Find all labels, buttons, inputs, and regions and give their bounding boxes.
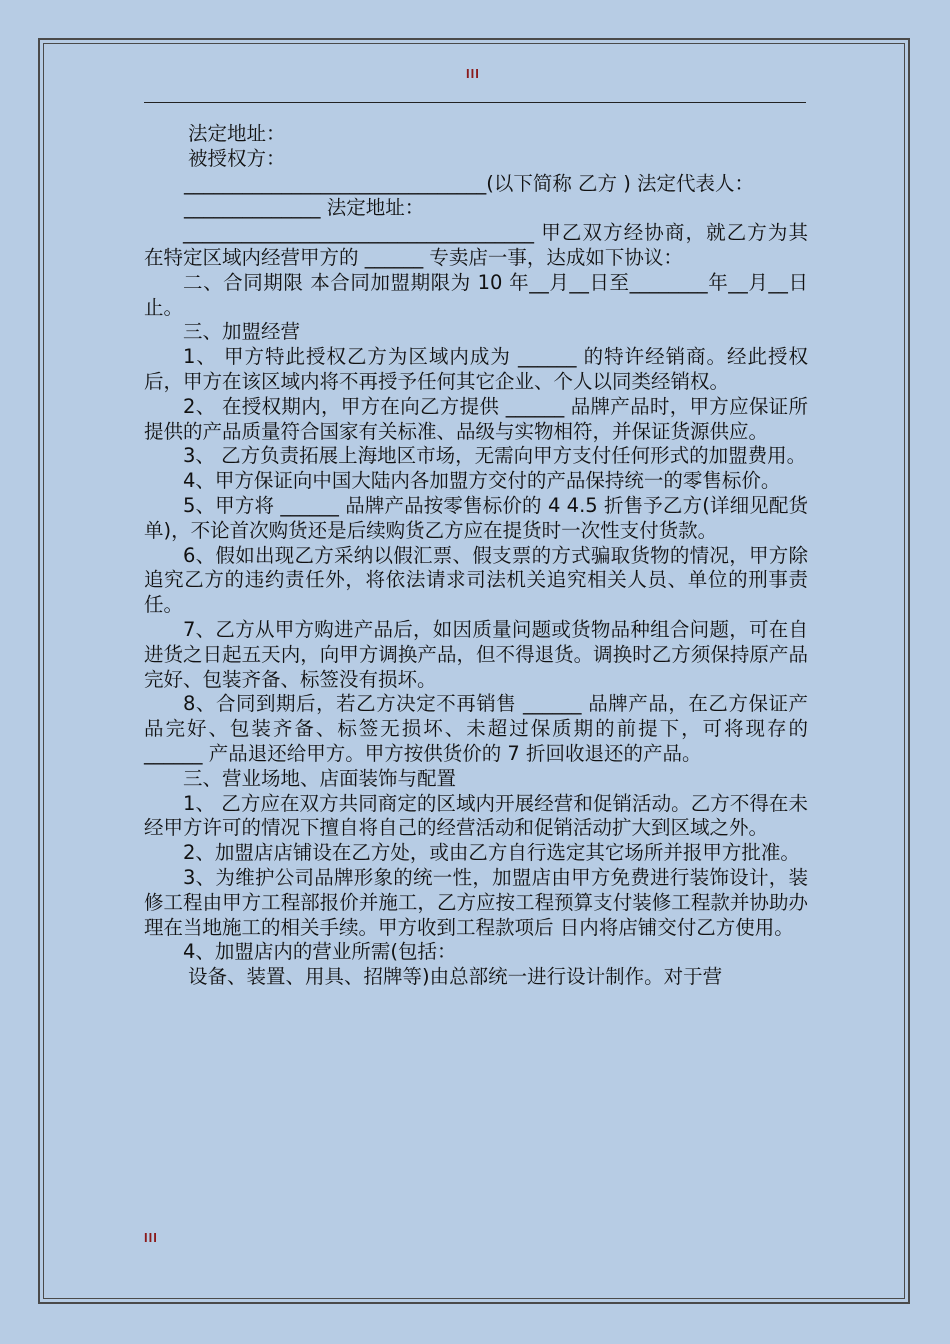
paragraph: 被授权方：	[188, 146, 286, 170]
paragraph: 4、加盟店内的营业所需(包括：	[183, 940, 457, 964]
paragraph: 2、 在授权期内，甲方在向乙方提供 ______ 品牌产品时，甲方应保证所提供的产品质量符合国家有关标准、品级与实物相符，并保证货源供应。	[144, 394, 808, 443]
paragraph: ______________ 法定地址：	[184, 196, 425, 220]
header-rule	[144, 102, 806, 103]
footer-mark: III	[144, 1230, 158, 1245]
paragraph: ____________________________________ 甲乙双方经协商，就乙方为其在特定区域内经营甲方的 ______ 专卖店一事，达成如下协议：	[144, 221, 808, 269]
paragraph: 2、加盟店店铺设在乙方处，或由乙方自行选定其它场所并报甲方批准。	[183, 841, 800, 865]
paragraph: 1、 甲方特此授权乙方为区域内成为 ______ 的特许经销商。经此授权后，甲方在该区域内将不再授予任何其它企业、个人以同类经销权。	[144, 345, 808, 393]
paragraph: 法定地址：	[188, 122, 286, 145]
paragraph: 设备、装置、用具、招牌等)由总部统一进行设计制作。对于营	[188, 965, 723, 989]
paragraph: 3、 乙方负责拓展上海地区市场，无需向甲方支付任何形式的加盟费用。	[183, 444, 807, 468]
paragraph: _______________________________(以下简称 乙方 ) 法定代表人：	[184, 171, 755, 195]
header-mark: III	[466, 66, 480, 81]
paragraph: 6、假如出现乙方采纳以假汇票、假支票的方式骗取货物的情况，甲方除追究乙方的违约责任外，将依法请求司法机关追究相关人员、单位的刑事责任。	[144, 543, 808, 617]
paragraph: 二、合同期限 本合同加盟期限为 10 年__月__日至________年__月__日止。	[144, 270, 808, 319]
paragraph: 3、为维护公司品牌形象的统一性，加盟店由甲方免费进行装饰设计，装修工程由甲方工程部报价并施工，乙方应按工程预算支付装修工程款并协助办理在当地施工的相关手续。甲方收到工程款项后 日内将店铺交付乙方使用。	[144, 865, 808, 939]
paragraph: 三、加盟经营	[183, 320, 301, 344]
document-body	[144, 122, 808, 990]
paragraph: 4、甲方保证向中国大陆内各加盟方交付的产品保持统一的零售标价。	[183, 469, 781, 493]
paragraph: 5、甲方将 ______ 品牌产品按零售标价的 4 4.5 折售予乙方(详细见配货单)，不论首次购货还是后续购货乙方应在提货时一次性支付货款。	[144, 493, 808, 542]
paragraph: 1、 乙方应在双方共同商定的区域内开展经营和促销活动。乙方不得在未经甲方许可的情况下擅自将自己的经营活动和促销活动扩大到区域之外。	[144, 791, 808, 840]
paragraph: 8、合同到期后，若乙方决定不再销售 ______ 品牌产品，在乙方保证产品完好、包装齐备、标签无损坏、未超过保质期的前提下，可将现存的 ______ 产品退还给甲方。甲方按供货价的 7 折回收退还的产品。	[144, 692, 808, 765]
paragraph: 7、乙方从甲方购进产品后，如因质量问题或货物品种组合问题，可在自进货之日起五天内，向甲方调换产品，但不得退货。调换时乙方须保持原产品完好、包装齐备、标签没有损坏。	[144, 617, 808, 691]
paragraph: 三、营业场地、店面装饰与配置	[183, 766, 457, 790]
